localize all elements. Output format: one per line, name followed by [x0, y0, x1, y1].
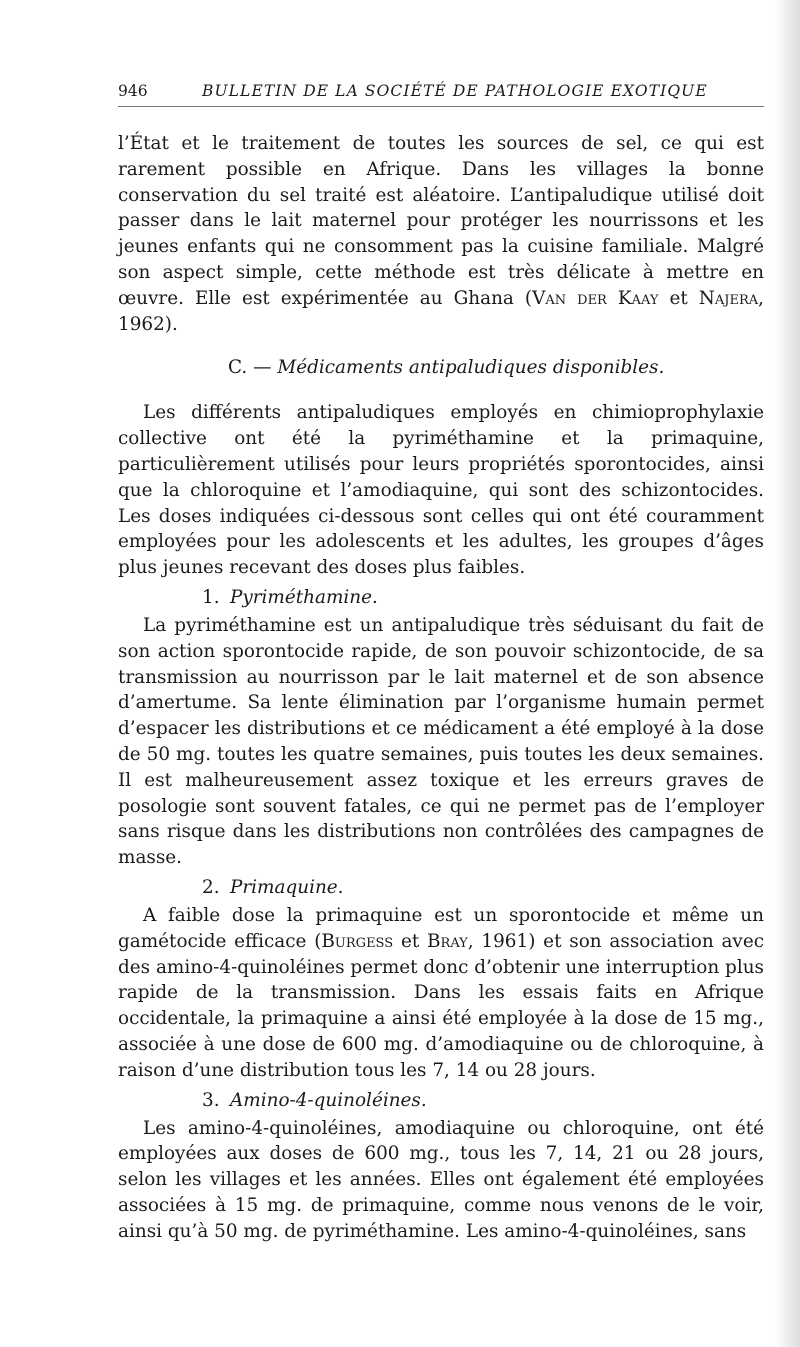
subsection-heading-pyrimethamine [118, 585, 764, 611]
page-edge-shadow [774, 0, 800, 1347]
citation-author: Burgess [321, 930, 394, 952]
subsection-number: 2. [202, 876, 220, 898]
paragraph-text: l’État et le traitement de toutes les sources de sel, ce qui est rarement possible en Afrique. Dans les villages la bonne conservation du sel traité est aléatoire. L’antipaludique utilisé doit passer dans le lait maternel pour protéger les nourrissons et les jeunes enfants qui ne consomment pas la cuisine familiale. Malgré son aspect simple, cette méthode est très délicate à mettre en œuvre. Elle est expérimentée au Ghana ( [118, 133, 764, 309]
journal-page [118, 76, 764, 1244]
subsection-number: 3. [202, 1089, 220, 1111]
citation-author: Van der Kaay [532, 287, 659, 309]
paragraph-text: A faible dose la primaquine est un sporontocide et même un gamétocide efficace ( [118, 904, 764, 952]
section-title: Médicaments antipaludiques disponibles. [277, 357, 665, 379]
page-number: 946 [118, 82, 148, 100]
paragraph-text: , 1961) et son association avec des amino-4-quinoléines permet donc d’obtenir une interruption plus rapide de la transmission. Dans les essais faits en Afrique occidentale, la primaquine a ainsi été employée à la dose de 15 mg., associée à une dose de 600 mg. d’amodiaquine ou de chloroquine, à raison d’une distribution tous les 7, 14 ou 28 jours. [118, 930, 764, 1081]
citation-author: Najera [698, 287, 759, 309]
citation-conjunction: et [658, 287, 699, 309]
subsection-title: Amino-4-quinoléines. [230, 1089, 427, 1111]
journal-title: BULLETIN DE LA SOCIÉTÉ DE PATHOLOGIE EXOTIQUE [202, 82, 708, 100]
paragraph-pyrimethamine: La pyriméthamine est un antipaludique très séduisant du fait de son action sporontocide rapide, de son pouvoir schizontocide, de sa transmission au nourrisson par le lait maternel et de son absence d’amertume. Sa lente élimination par l’organisme humain permet d’espacer les distributions et ce médicament a été employé à la dose de 50 mg. toutes les quatre semaines, puis toutes les deux semaines. Il est malheureusement assez toxique et les erreurs graves de posologie sont souvent fatales, ce qui ne permet pas de l’employer sans risque dans les distributions non contrôlées des campagnes de masse. [118, 614, 764, 869]
citation-conjunction: et [393, 930, 428, 952]
subsection-number: 1. [202, 586, 220, 608]
paragraph-amino-quinolines: Les amino-4-quinoléines, amodiaquine ou chloroquine, ont été employées aux doses de 600 mg., tous les 7, 14, 21 ou 28 jours, selon les villages et les années. Elles ont également été employées associées à 15 mg. de primaquine, comme nous venons de le voir, ainsi qu’à 50 mg. de pyriméthamine. Les amino-4-quinoléines, sans [118, 1117, 764, 1242]
article-body [118, 131, 764, 1244]
citation-year: , 1962). [118, 287, 764, 335]
subsection-title: Pyriméthamine. [230, 586, 378, 608]
paragraph-salt-method [118, 131, 764, 337]
citation-author: Bray [427, 930, 468, 952]
section-heading-c [118, 355, 764, 381]
section-label: C. — [228, 357, 272, 379]
subsection-heading-primaquine [118, 875, 764, 901]
subsection-heading-amino-quinolines [118, 1088, 764, 1114]
paragraph-antimalarials-overview: Les différents antipaludiques employés en chimioprophylaxie collective ont été la pyriméthamine et la primaquine, particulièrement utilisés pour leurs propriétés sporontocides, ainsi que la chloroquine et l’amodiaquine, qui sont des schizontocides. Les doses indiquées ci-dessous sont celles qui ont été couramment employées pour les adolescents et les adultes, les groupes d’âges plus jeunes recevant des doses plus faibles. [118, 402, 764, 579]
paragraph-primaquine [118, 903, 764, 1084]
running-head [118, 76, 764, 107]
subsection-title: Primaquine. [230, 876, 344, 898]
